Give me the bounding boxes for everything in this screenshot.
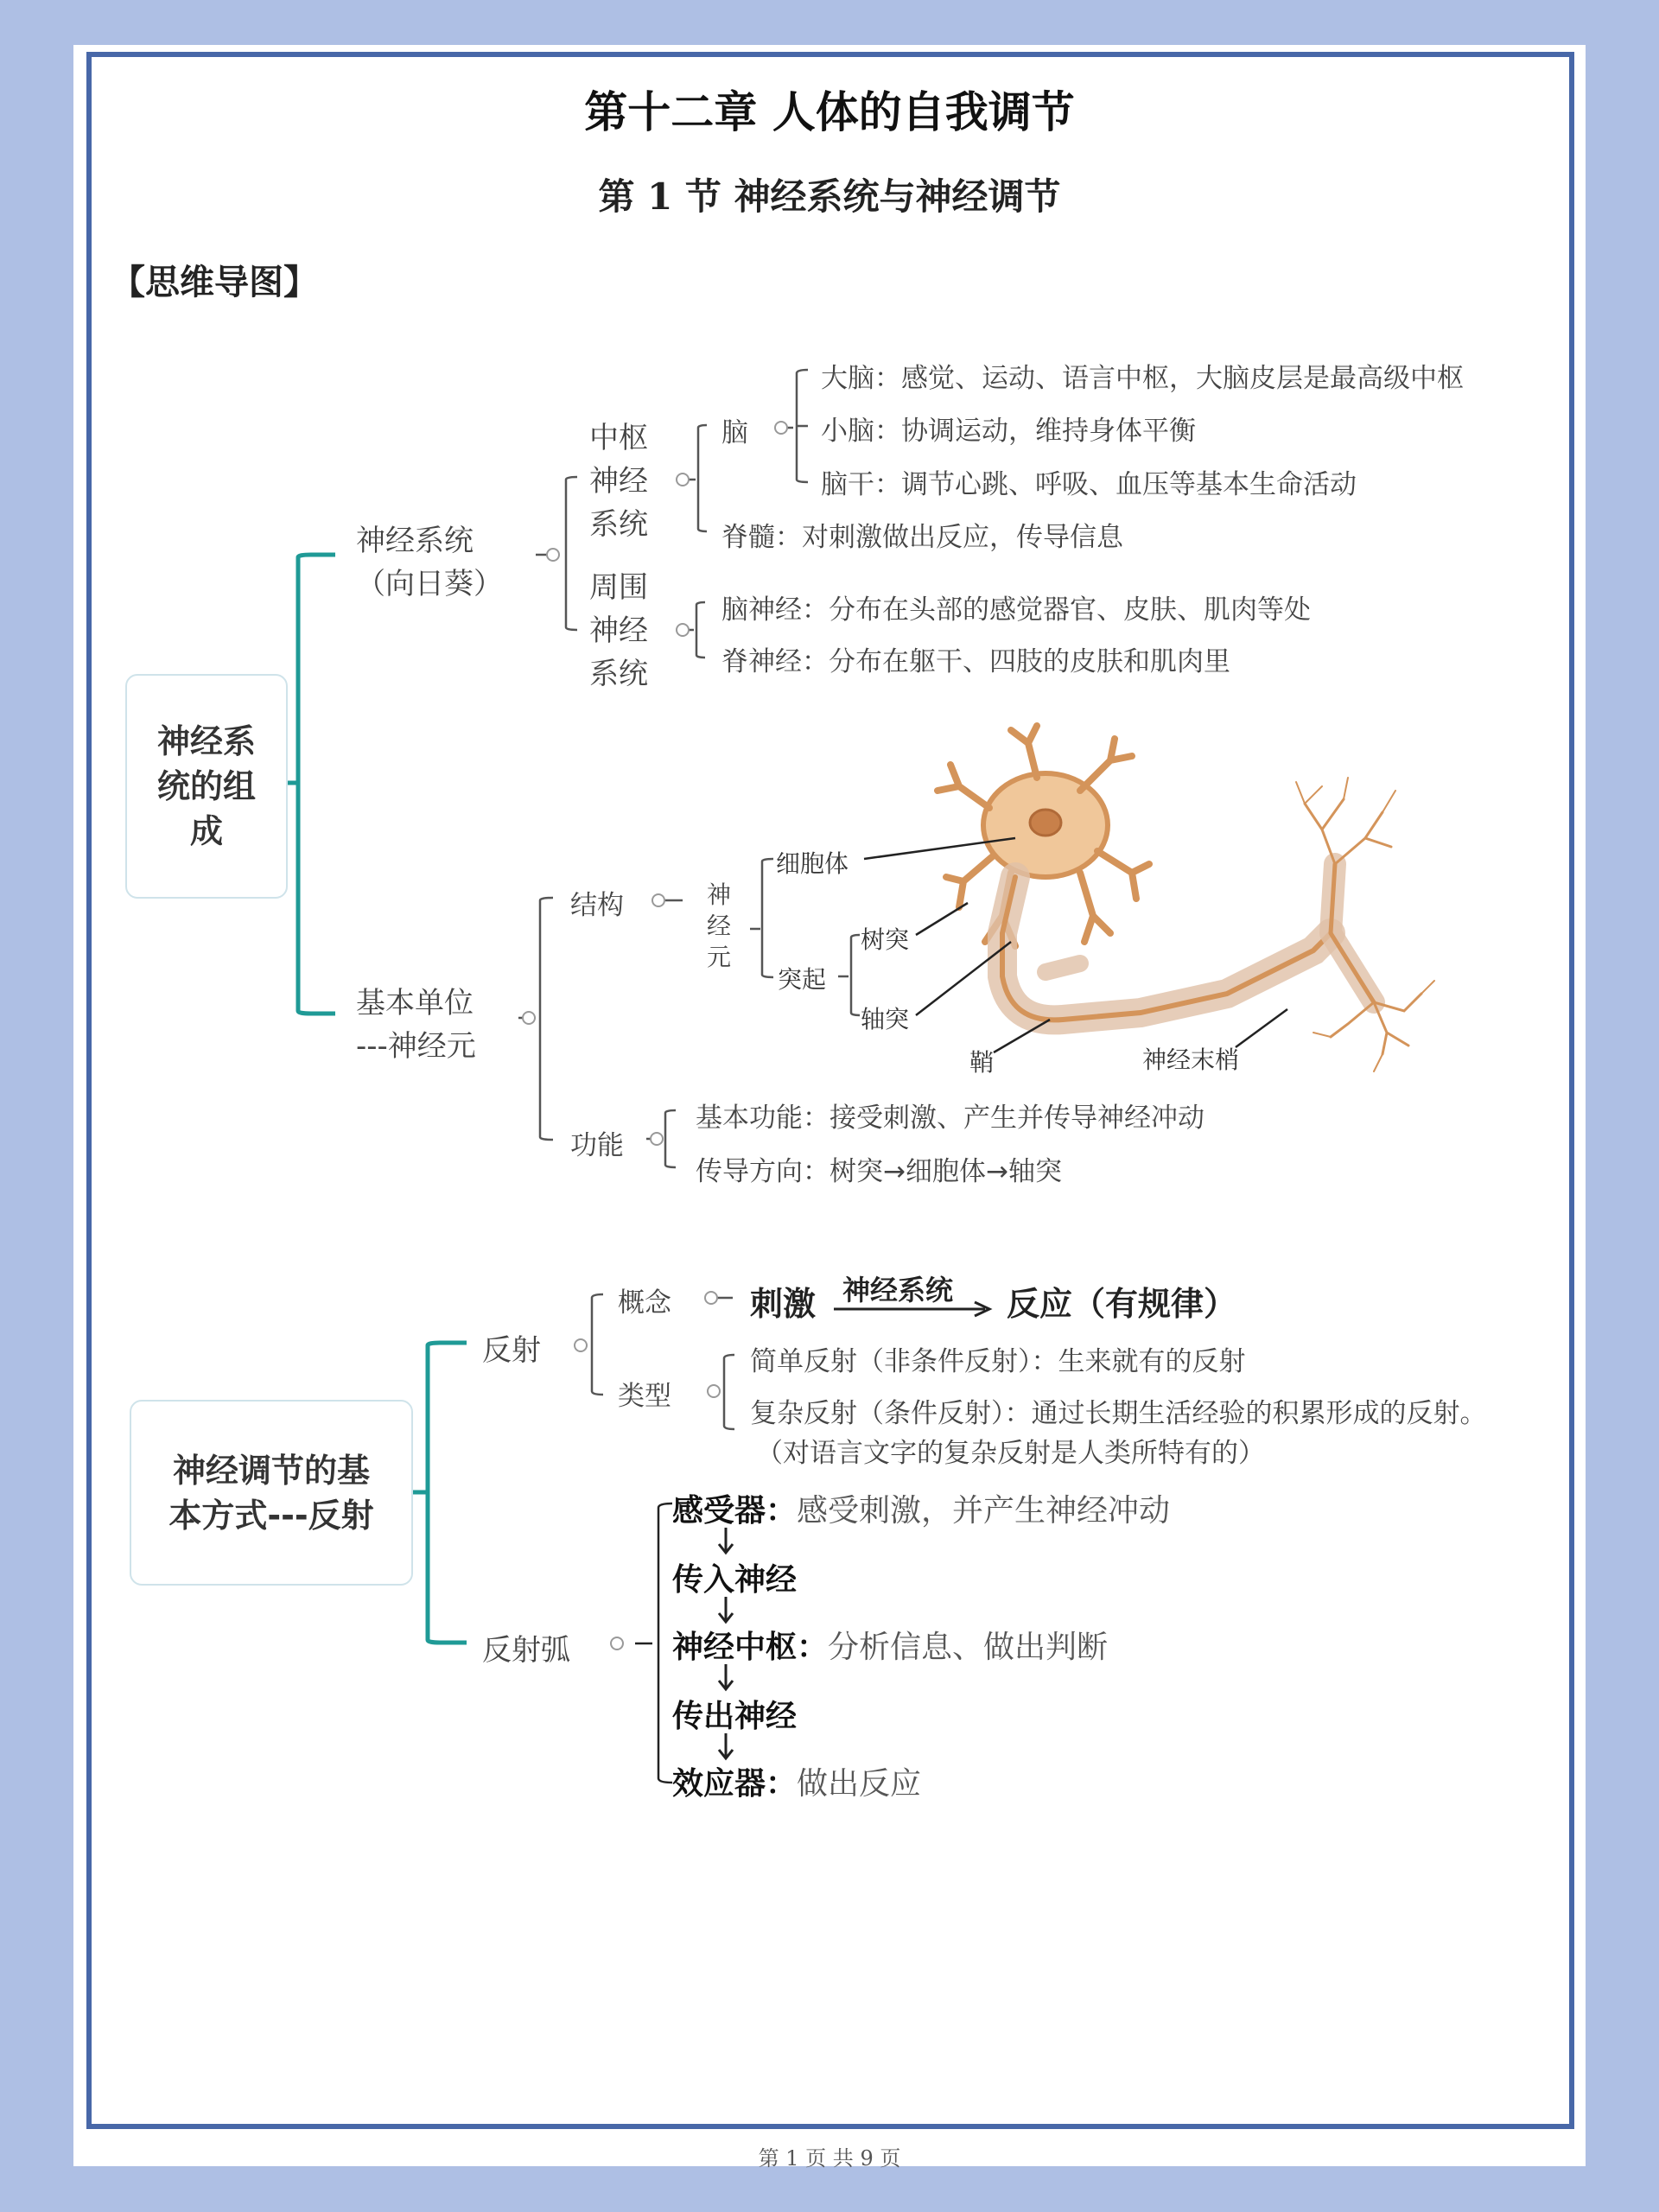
node-peripheral-nervous-system: 周围神经系统 — [589, 570, 648, 691]
item-cranial-nerves: 脑神经：分布在头部的感觉器官、皮肤、肌肉等处 — [721, 594, 1311, 626]
node-basic-unit: 基本单位 — [356, 986, 474, 1020]
concept-arrow-label: 神经系统 — [842, 1274, 954, 1306]
label-process: 突起 — [778, 965, 827, 994]
item-brainstem: 脑干：调节心跳、呼吸、血压等基本生命活动 — [821, 469, 1357, 500]
node-nervous-system-alias: （向日葵） — [356, 567, 503, 601]
section-title: 第 1 节 神经系统与神经调节 — [598, 175, 1061, 218]
chapter-title: 第十二章 人体的自我调节 — [584, 87, 1075, 137]
node-neuron: ---神经元 — [356, 1029, 476, 1064]
item-conduction-direction: 传导方向：树突→细胞体→轴突 — [696, 1156, 1062, 1187]
label-dendrite: 树突 — [861, 925, 910, 954]
node-central-nervous-system: 中枢神经系统 — [589, 421, 648, 542]
node-reflex-arc: 反射弧 — [482, 1633, 570, 1668]
neuron-illustration — [938, 726, 1434, 1071]
page-footer: 第 1 页 共 9 页 — [758, 2146, 901, 2171]
item-cerebrum: 大脑：感觉、运动、语言中枢，大脑皮层是最高级中枢 — [821, 363, 1464, 394]
node-concept: 概念 — [618, 1287, 671, 1319]
root-node-nervous-system-composition: 神经系统的组成 — [125, 674, 288, 899]
reflex-arc-step-afferent: 传入神经 — [672, 1561, 798, 1598]
reflex-arc-step-efferent: 传出神经 — [672, 1698, 798, 1734]
node-reflex: 反射 — [482, 1333, 541, 1368]
reflex-arc-step-center: 神经中枢：分析信息、做出判断 — [672, 1629, 1109, 1665]
node-brain: 脑 — [721, 417, 748, 448]
label-nerve-ending: 神经末梢 — [1142, 1046, 1240, 1074]
node-structure: 结构 — [570, 890, 624, 921]
concept-stimulus: 刺激 — [750, 1285, 817, 1323]
label-cell-body: 细胞体 — [776, 849, 849, 878]
node-nervous-system: 神经系统 — [356, 524, 474, 558]
label-axon: 轴突 — [861, 1005, 910, 1033]
node-types: 类型 — [618, 1381, 671, 1412]
node-neuron-vertical: 神经元 — [707, 880, 732, 971]
item-basic-function: 基本功能：接受刺激、产生并传导神经冲动 — [696, 1103, 1205, 1134]
item-complex-reflex-note: （对语言文字的复杂反射是人类所特有的） — [756, 1438, 1265, 1469]
item-cerebellum: 小脑：协调运动，维持身体平衡 — [821, 416, 1196, 447]
item-simple-reflex: 简单反射（非条件反射）：生来就有的反射 — [750, 1346, 1246, 1377]
reflex-arc-step-effector: 效应器：做出反应 — [672, 1765, 922, 1802]
item-complex-reflex: 复杂反射（条件反射）：通过长期生活经验的积累形成的反射。 — [750, 1398, 1487, 1429]
concept-response: 反应（有规律） — [1007, 1285, 1237, 1323]
root-node-reflex-basic-mode: 神经调节的基本方式---反射 — [130, 1400, 413, 1586]
item-spinal-cord: 脊髓：对刺激做出反应，传导信息 — [721, 522, 1123, 553]
item-spinal-nerves: 脊神经：分布在躯干、四肢的皮肤和肌肉里 — [721, 646, 1230, 677]
branch-root1 — [283, 555, 335, 1014]
mind-map-label: 【思维导图】 — [111, 262, 318, 302]
node-function: 功能 — [570, 1130, 624, 1161]
label-sheath: 鞘 — [969, 1048, 995, 1077]
reflex-arc-step-receptor: 感受器：感受刺激，并产生神经冲动 — [672, 1492, 1171, 1529]
